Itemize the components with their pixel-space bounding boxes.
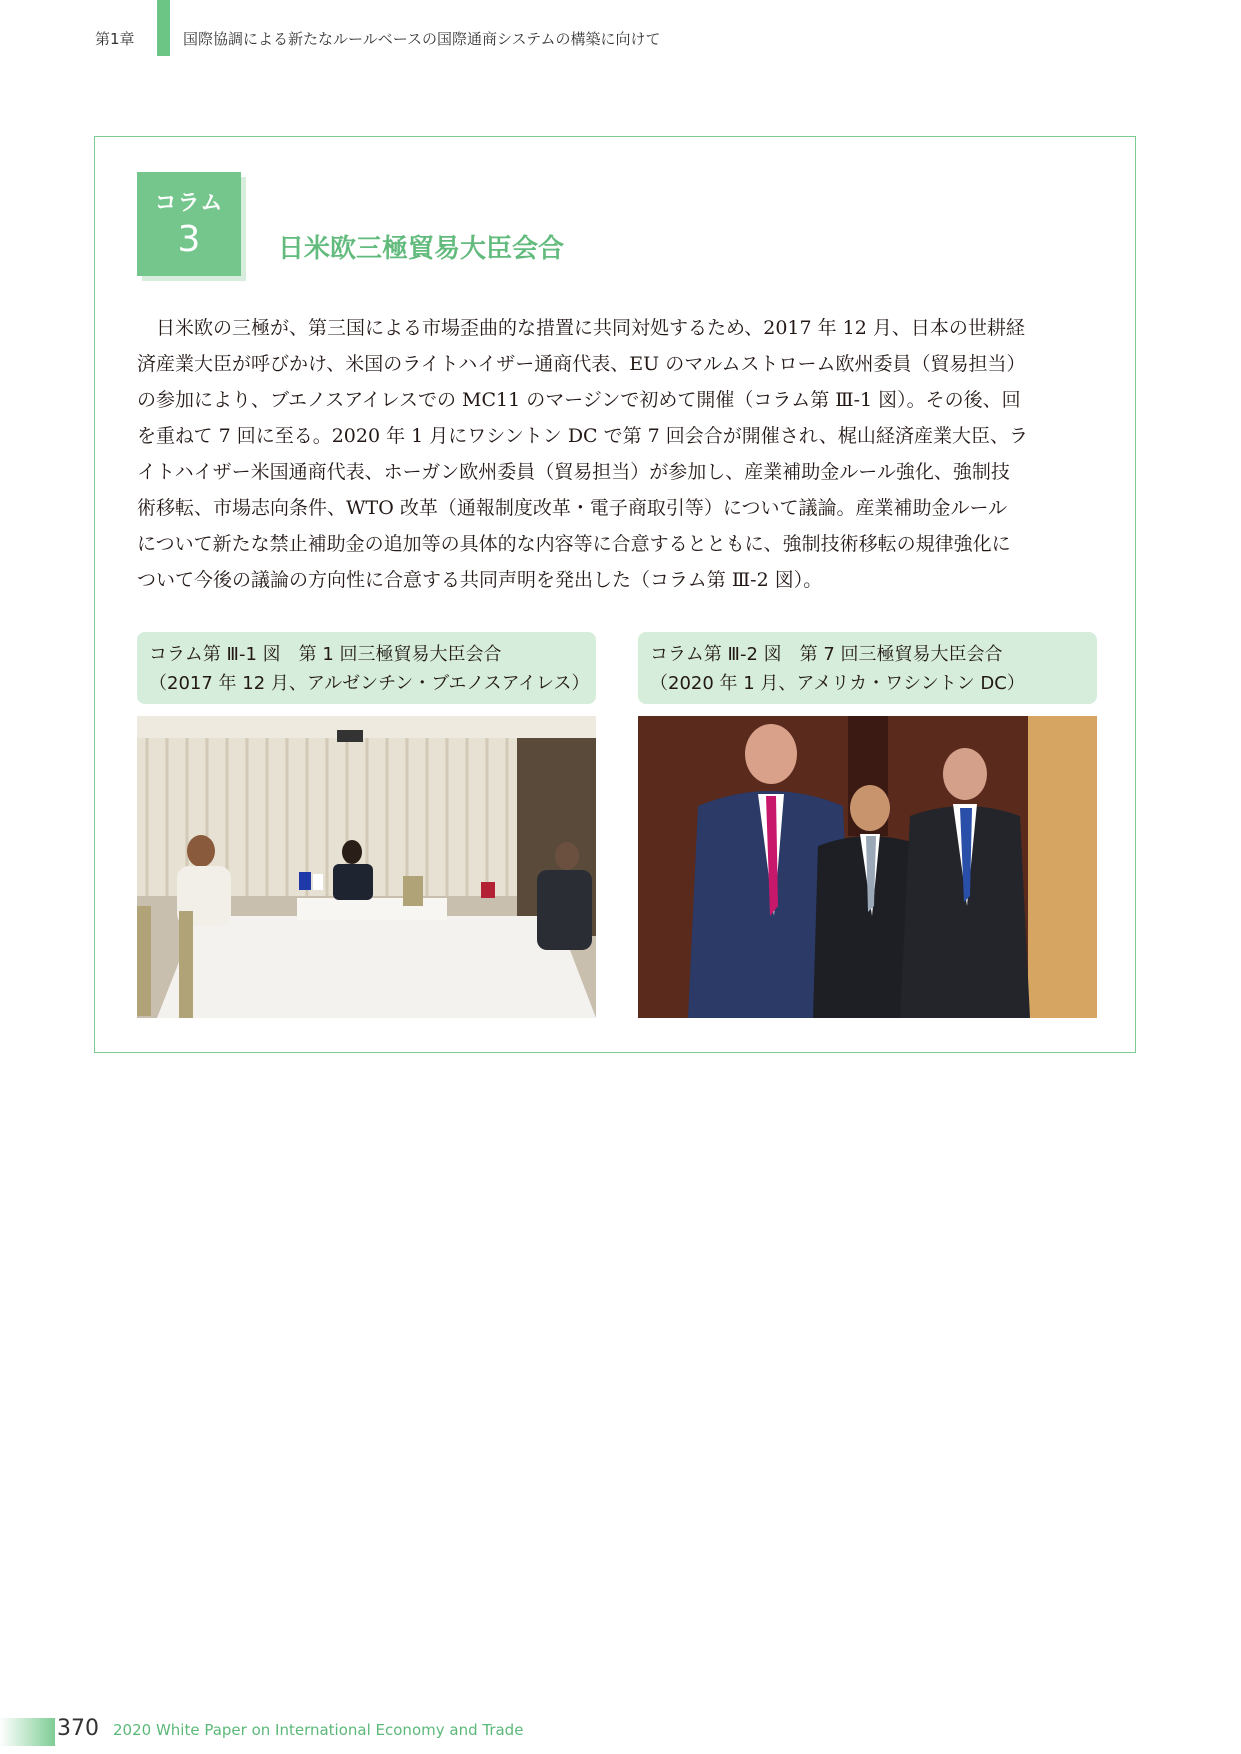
figure-caption-2 <box>638 632 1097 704</box>
chapter-label: 第1章 <box>95 30 135 48</box>
page-number: 370 <box>57 1716 99 1741</box>
body-line: ついて今後の議論の方向性に合意する共同声明を発出した（コラム第 Ⅲ-2 図）。 <box>137 569 823 591</box>
column-title: 日米欧三極貿易大臣会合 <box>278 234 565 264</box>
figure-caption-title: コラム第 Ⅲ-1 図 第 1 回三極貿易大臣会合 <box>149 644 502 665</box>
figure-caption-title: コラム第 Ⅲ-2 図 第 7 回三極貿易大臣会合 <box>650 644 1003 665</box>
body-line: イトハイザー米国通商代表、ホーガン欧州委員（貿易担当）が参加し、産業補助金ルール強化、強制技 <box>137 461 1010 483</box>
figure-caption-1 <box>137 632 596 704</box>
figure-caption-subtitle: （2017 年 12 月、アルゼンチン・ブエノスアイレス） <box>149 673 590 694</box>
meeting-photo <box>137 716 596 1018</box>
ministers-photo <box>638 716 1097 1018</box>
column-body <box>137 310 1101 598</box>
column-badge-label: コラム <box>154 191 224 216</box>
publication-title: 2020 White Paper on International Economy and Trade <box>113 1721 524 1739</box>
body-line: を重ねて 7 回に至る。2020 年 1 月にワシントン DC で第 7 回会合が開催され、梶山経済産業大臣、ラ <box>137 425 1028 447</box>
body-line: 済産業大臣が呼びかけ、米国のライトハイザー通商代表、EU のマルムストローム欧州委員（貿易担当） <box>137 353 1026 375</box>
figure-caption-subtitle: （2020 年 1 月、アメリカ・ワシントン DC） <box>650 673 1025 694</box>
body-line: 日米欧の三極が、第三国による市場歪曲的な措置に共同対処するため、2017 年 12 月、日本の世耕経 <box>137 317 1025 339</box>
column-badge-number: 3 <box>177 219 201 260</box>
body-line: について新たな禁止補助金の追加等の具体的な内容等に合意するとともに、強制技術移転の規律強化に <box>137 533 1011 555</box>
chapter-title: 国際協調による新たなルールベースの国際通商システムの構築に向けて <box>183 30 661 48</box>
body-line: 術移転、市場志向条件、WTO 改革（通報制度改革・電子商取引等）について議論。産業補助金ルール <box>137 497 1008 519</box>
footer-accent-bar <box>0 1718 55 1746</box>
body-line: の参加により、ブエノスアイレスでの MC11 のマージンで初めて開催（コラム第 Ⅲ-1 図）。その後、回 <box>137 389 1021 411</box>
column-badge <box>137 172 241 276</box>
chapter-accent-bar <box>157 0 170 56</box>
